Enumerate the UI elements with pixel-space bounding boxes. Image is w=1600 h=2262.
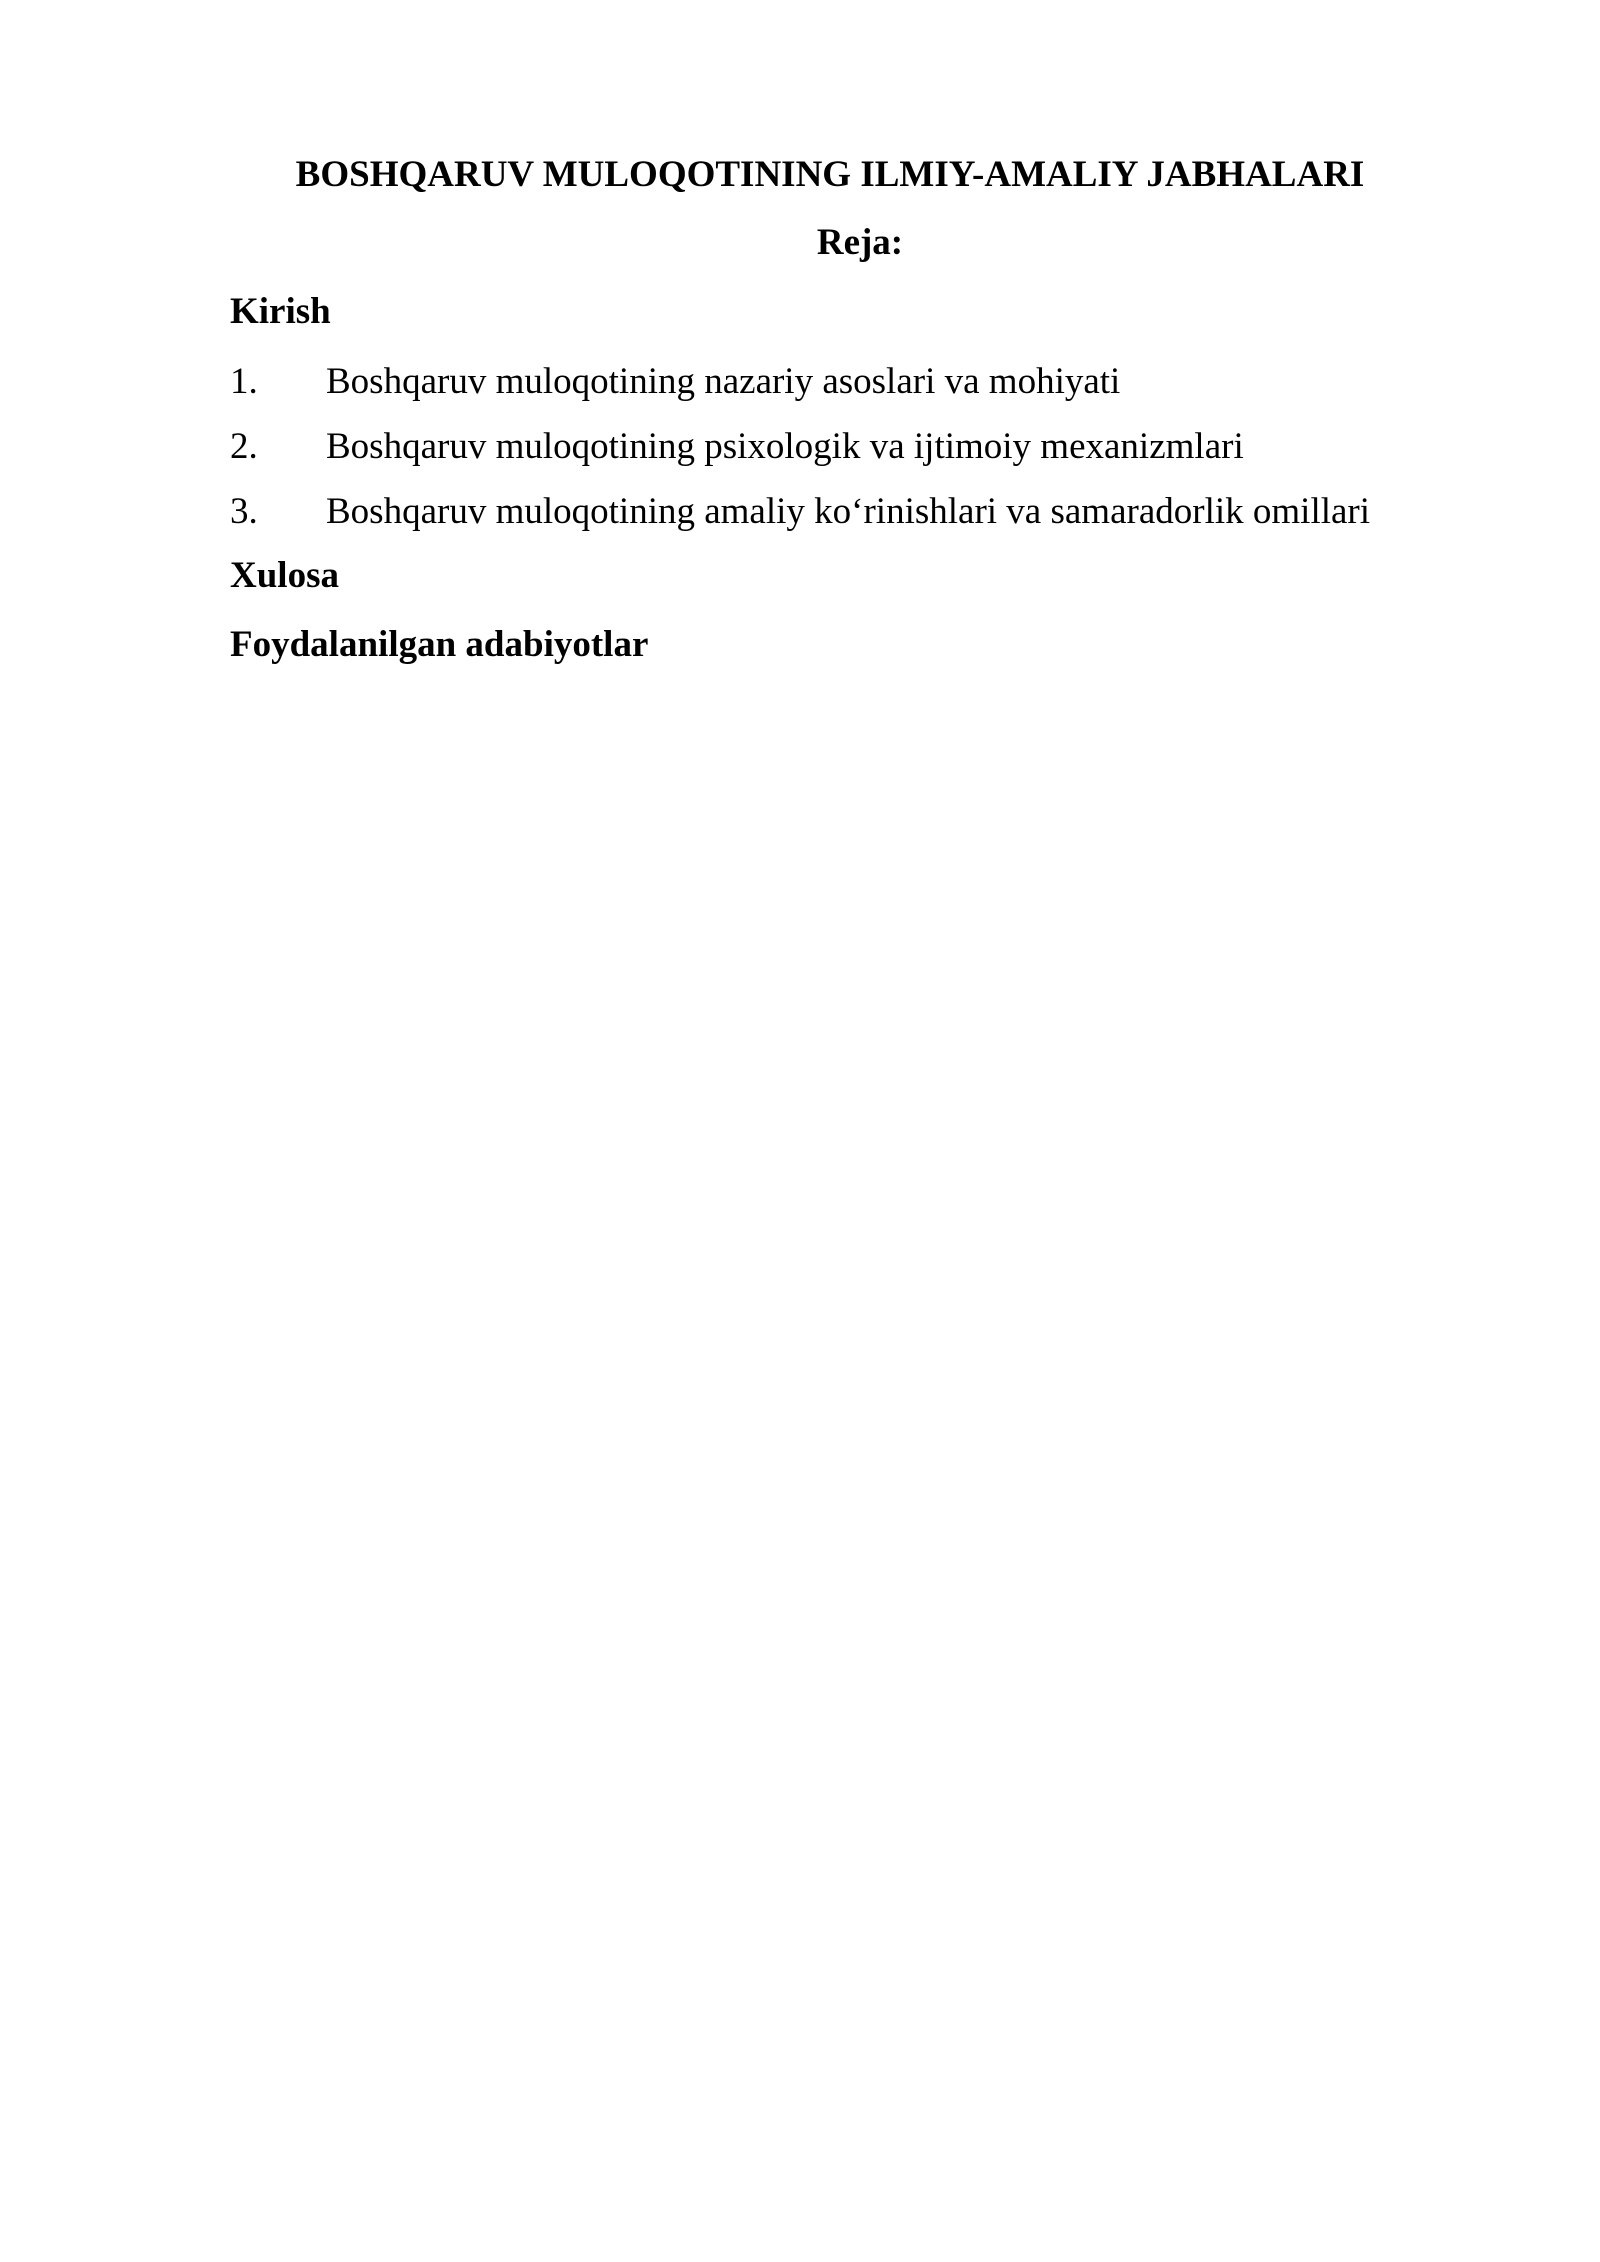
intro-heading: Kirish bbox=[230, 291, 331, 332]
plan-item-text: Boshqaruv muloqotining psixologik va ijtimoiy mexanizmlari bbox=[326, 426, 1244, 467]
plan-item-number: 2. bbox=[230, 426, 258, 467]
plan-item-2 bbox=[230, 422, 1470, 487]
conclusion-heading: Xulosa bbox=[230, 555, 339, 596]
references-heading: Foydalanilgan adabiyotlar bbox=[230, 624, 649, 665]
plan-item-text: Boshqaruv muloqotining nazariy asoslari va mohiyati bbox=[326, 361, 1121, 402]
plan-item-1 bbox=[230, 357, 1470, 422]
plan-item-text: Boshqaruv muloqotining amaliy ko‘rinishlari va samaradorlik omillari bbox=[326, 491, 1371, 532]
document-title: BOSHQARUV MULOQOTINING ILMIY-AMALIY JABHALARI bbox=[295, 154, 1365, 195]
plan-item-number: 3. bbox=[230, 491, 258, 532]
plan-list bbox=[230, 357, 1470, 552]
plan-item-3 bbox=[230, 487, 1470, 552]
plan-item-number: 1. bbox=[230, 361, 258, 402]
plan-heading: Reja: bbox=[816, 222, 904, 263]
